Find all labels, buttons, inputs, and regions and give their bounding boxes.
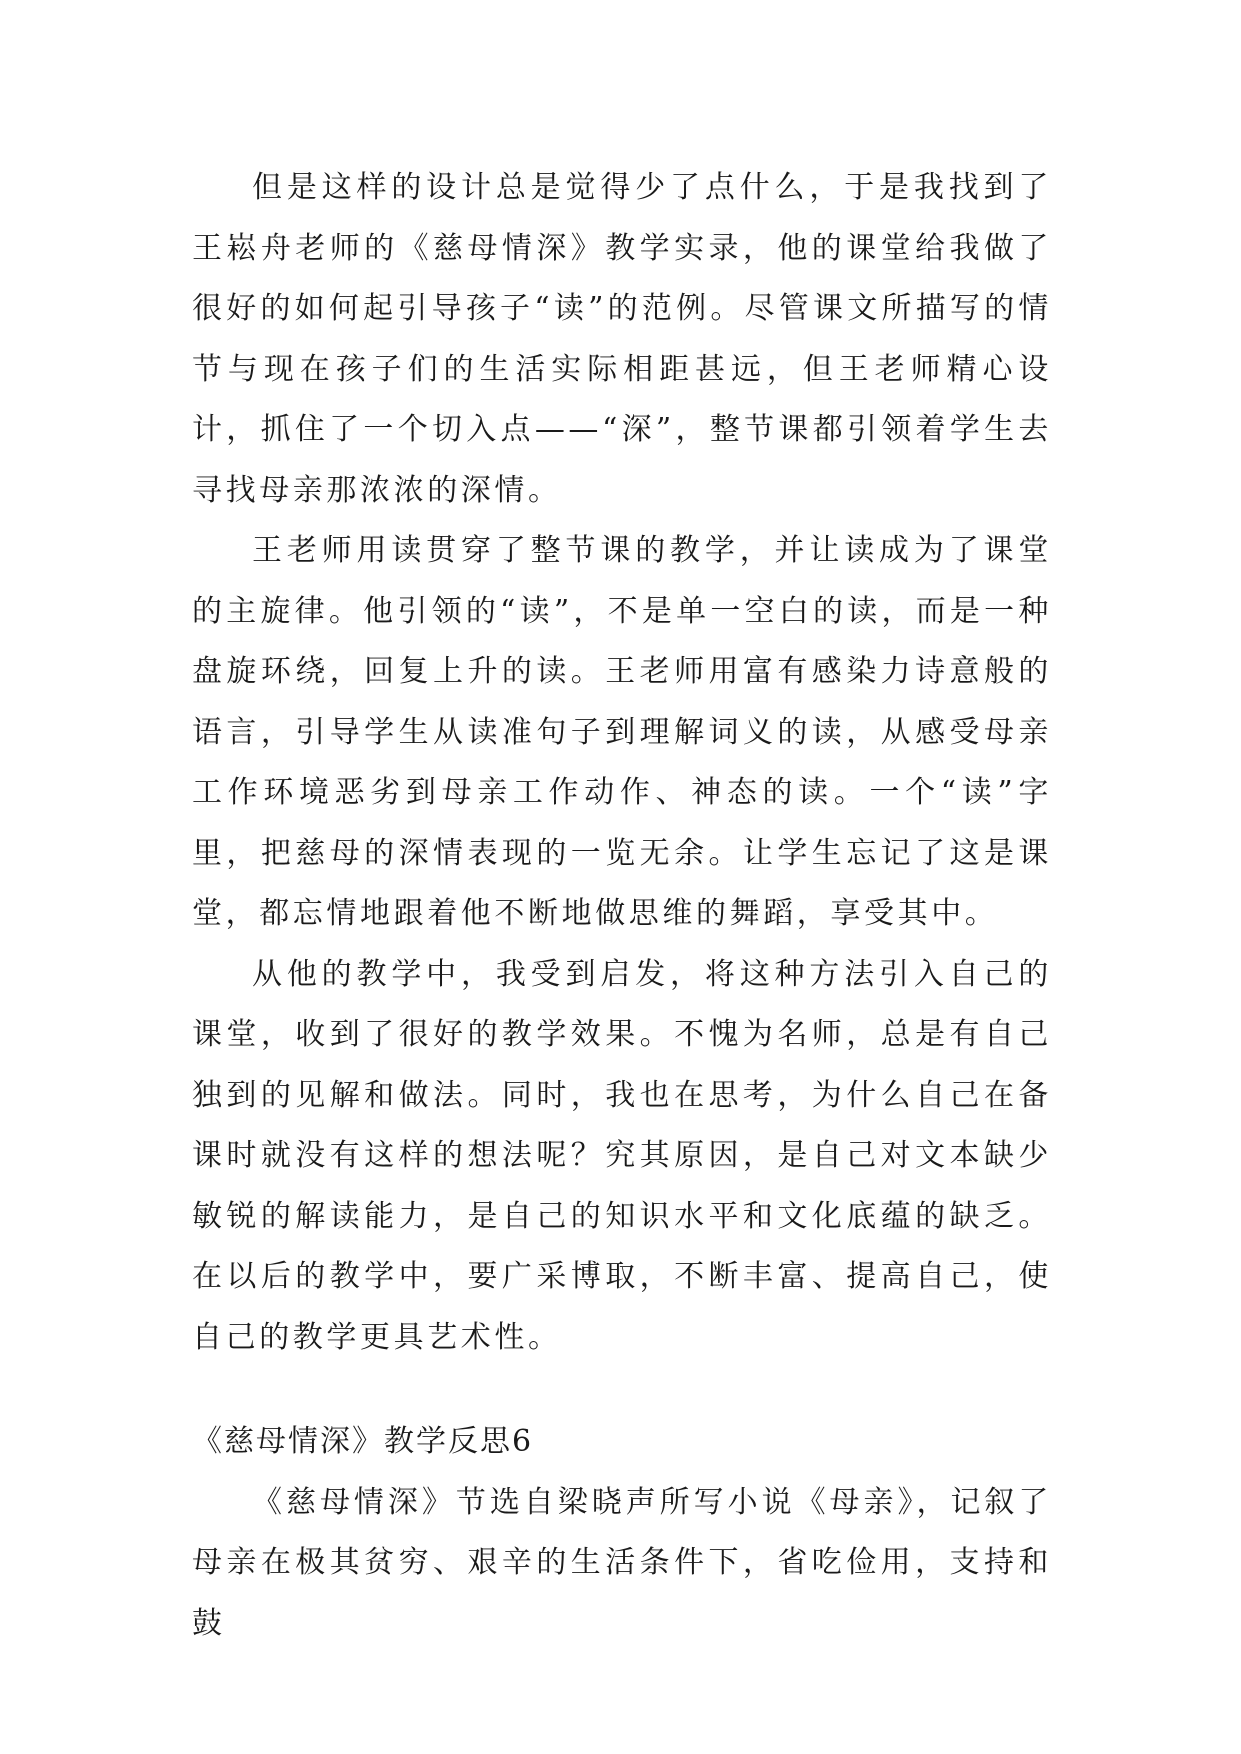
paragraph-2: 王老师用读贯穿了整节课的教学，并让读成为了课堂的主旋律。他引领的“读”，不是单一空白的读，而是一种盘旋环绕，回复上升的读。王老师用富有感染力诗意般的语言，引导学生从读准句子到理解词义的读，从感受母亲工作环境恶劣到母亲工作动作、神态的读。一个“读”字里，把慈母的深情表现的一览无余。让学生忘记了这是课堂，都忘情地跟着他不断地做思维的舞蹈，享受其中。	[192, 533, 1052, 931]
paragraph-4: 《慈母情深》节选自梁晓声所写小说《母亲》，记叙了母亲在极其贫穷、艰辛的生活条件下，省吃俭用，支持和鼓	[192, 1484, 1052, 1641]
section-gap	[192, 1368, 1052, 1412]
section-title: 《慈母情深》教学反思6	[192, 1424, 534, 1459]
paragraph-1: 但是这样的设计总是觉得少了点什么，于是我找到了王崧舟老师的《慈母情深》教学实录，他的课堂给我做了很好的如何起引导孩子“读”的范例。尽管课文所描写的情节与现在孩子们的生活实际相距甚远，但王老师精心设计，抓住了一个切入点——“深”，整节课都引领着学生去寻找母亲那浓浓的深情。	[192, 170, 1052, 508]
paragraph-3: 从他的教学中，我受到启发，将这种方法引入自己的课堂，收到了很好的教学效果。不愧为名师，总是有自己独到的见解和做法。同时，我也在思考，为什么自己在备课时就没有这样的想法呢？究其原因，是自己对文本缺少敏锐的解读能力，是自己的知识水平和文化底蕴的缺乏。在以后的教学中，要广采博取，不断丰富、提高自己，使自己的教学更具艺术性。	[192, 956, 1052, 1355]
document-body	[192, 158, 1052, 1654]
